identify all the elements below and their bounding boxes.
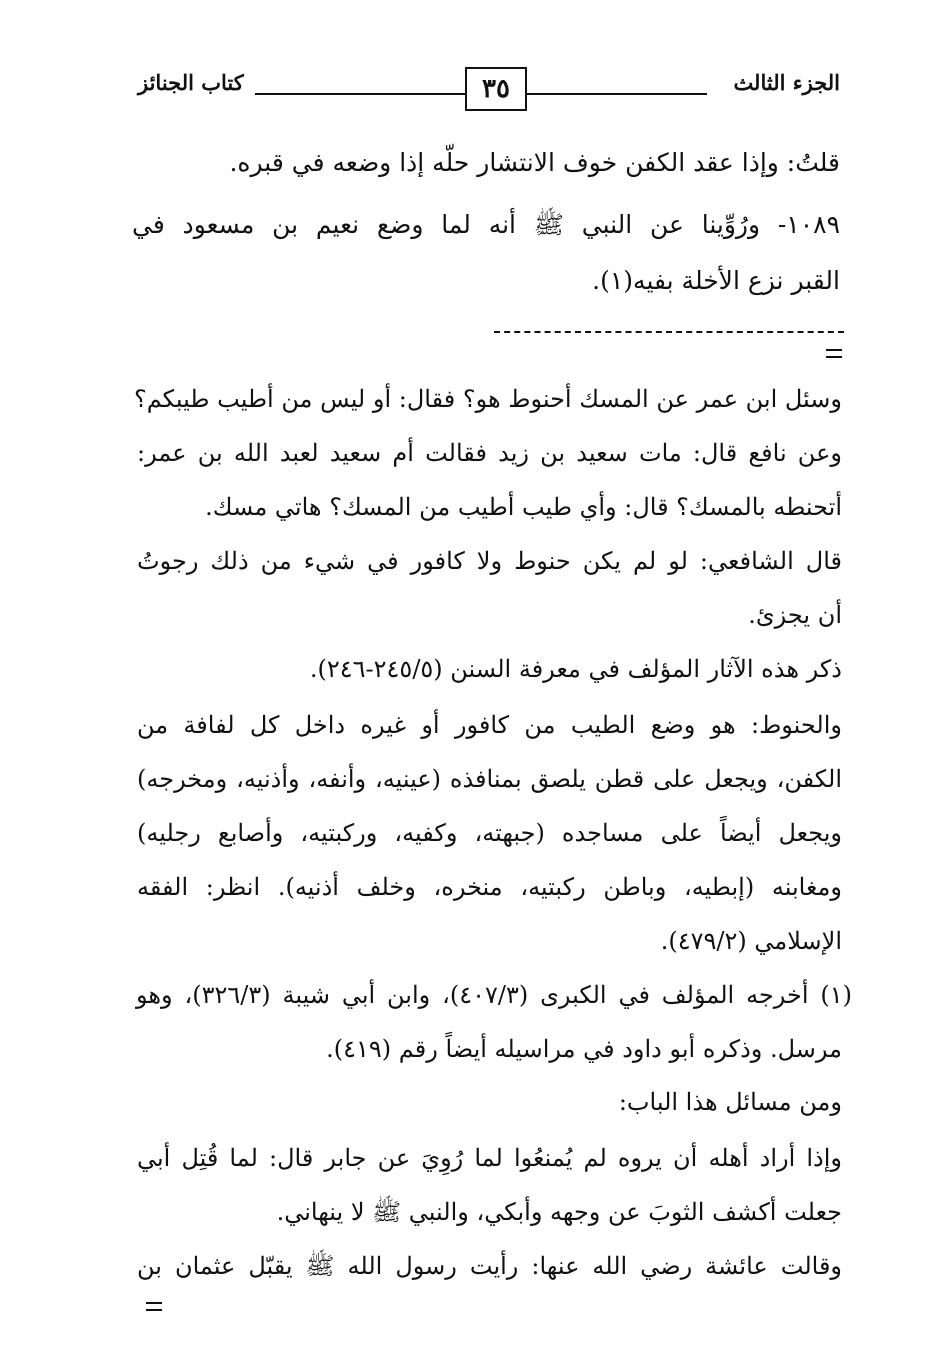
header-rule-left bbox=[255, 93, 465, 95]
note-line: ويجعل أيضاً على مساجده (جبهته، وكفيه، وركبتيه، وأصابع رجليه) bbox=[137, 819, 842, 847]
running-header-book: كتاب الجنائز bbox=[138, 70, 244, 95]
continuation-mark bbox=[146, 1302, 162, 1311]
note-line: وسئل ابن عمر عن المسك أحنوط هو؟ فقال: أو ليس من أطيب طيبكم؟ bbox=[133, 385, 842, 413]
note-line: والحنوط: هو وضع الطيب من كافور أو غيره داخل كل لفافة من bbox=[137, 711, 842, 739]
note-line: ذكر هذه الآثار المؤلف في معرفة السنن (٢٤٥/٥-٢٤٦). bbox=[309, 655, 842, 683]
note-line: أتحنطه بالمسك؟ قال: وأي طيب أطيب من المسك؟ هاتي مسك. bbox=[205, 493, 842, 521]
footnote-line: جعلت أكشف الثوبَ عن وجهه وأبكي، والنبي ﷺ لا ينهاني. bbox=[276, 1198, 842, 1226]
header-rule-right bbox=[527, 93, 707, 95]
footnote-line: وقالت عائشة رضي الله عنها: رأيت رسول الله ﷺ يقبّل عثمان بن bbox=[137, 1252, 843, 1280]
footnote-line: مرسل. وذكره أبو داود في مراسيله أيضاً رقم (٤١٩). bbox=[326, 1035, 842, 1063]
note-line: وعن نافع قال: مات سعيد بن زيد فقالت أم سعيد لعبد الله بن عمر: bbox=[137, 439, 842, 467]
note-line: ومغابنه (إبطيه، وباطن ركبتيه، منخره، وخلف أذنيه). انظر: الفقه bbox=[137, 873, 842, 901]
footnote-line: (١) أخرجه المؤلف في الكبرى (٤٠٧/٣)، وابن أبي شيبة (٣٢٦/٣)، وهو bbox=[136, 981, 852, 1009]
note-line: الإسلامي (٤٧٩/٢). bbox=[660, 927, 842, 955]
footnote-line: ومن مسائل هذا الباب: bbox=[618, 1088, 842, 1116]
note-line: قال الشافعي: لو لم يكن حنوط ولا كافور في شيء من ذلك رجوتُ bbox=[137, 547, 842, 575]
footnote-line: وإذا أراد أهله أن يروه لم يُمنعُوا لما رُوِيَ عن جابر قال: لما قُتِل أبي bbox=[137, 1144, 842, 1172]
note-line: الكفن، ويجعل على قطن يلصق بمنافذه (عينيه، وأنفه، وأذنيه، ومخرجه) bbox=[137, 765, 842, 793]
page-number: ٣٥ bbox=[465, 67, 527, 111]
double-rule-mark bbox=[826, 349, 842, 358]
main-text-line: القبر نزع الأخلة بفيه(١). bbox=[592, 266, 840, 295]
note-line: أن يجزئ. bbox=[748, 601, 842, 629]
notes-separator bbox=[494, 331, 844, 333]
main-text-line: قلتُ: وإذا عقد الكفن خوف الانتشار حلّه إذا وضعه في قبره. bbox=[229, 148, 840, 177]
main-text-line: ١٠٨٩- ورُوِّينا عن النبي ﷺ أنه لما وضع نعيم بن مسعود في bbox=[132, 210, 840, 239]
running-header-part: الجزء الثالث bbox=[733, 70, 840, 95]
